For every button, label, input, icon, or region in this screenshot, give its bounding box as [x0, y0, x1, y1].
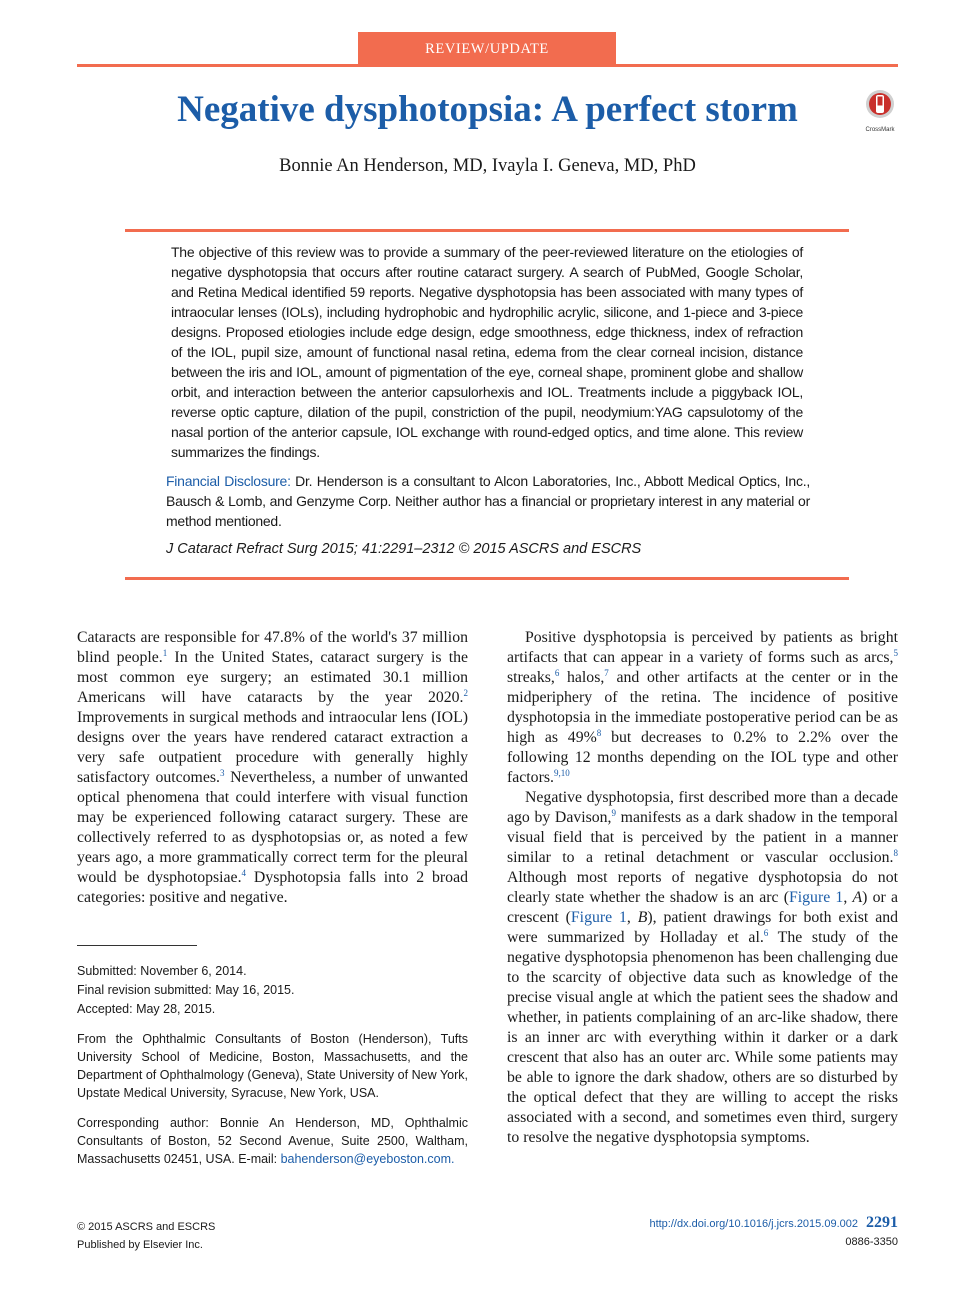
- crossmark-label: CrossMark: [865, 127, 895, 133]
- reference-link[interactable]: 8: [893, 848, 898, 858]
- issn: 0886-3350: [845, 1236, 898, 1248]
- figure-link[interactable]: Figure 1: [570, 909, 627, 926]
- reference-link[interactable]: 9,10: [553, 768, 570, 778]
- submitted-date: Submitted: November 6, 2014.: [77, 964, 247, 978]
- figure-panel-label: B: [637, 909, 648, 926]
- abstract-text: The objective of this review was to provide a summary of the peer-reviewed literature on the etiologies of negative dysphotopsia that occurs after routine cataract surgery. A search of PubMed, Google Scholar, and Retina Medical identified 59 reports. Negative dysphotopsia has been associated with many types of intraocular lenses (IOLs), including hydrophobic and hydrophilic acrylic, silicone, and 1-piece and 3-piece designs. Proposed etiologies include edge design, edge smoothness, edge thickness, index of refraction of the IOL, pupil size, amount of functional nasal retina, edema from the clear corneal incision, distance between the iris and IOL, amount of pigmentation of the eye, corneal shape, prominent globe and shallow orbit, and interaction between the anterior capsulorhexis and IOL. Treatments include a piggyback IOL, reverse optic capture, dilation of the pupil, constriction of the pupil, neodymium:YAG capsulotomy of the nasal portion of the anterior capsule, IOL exchange with round-edged optics, and time alone. This review summarizes the findings.: [171, 244, 803, 460]
- crossmark-icon[interactable]: [862, 88, 898, 133]
- affiliation-note: From the Ophthalmic Consultants of Boston (Henderson), Tufts University School of Medicine, Boston, Massachusetts, and the Department of Ophthalmology (Geneva), State University of New York, Upstate Medical University, Syracuse, New York, USA.: [77, 1032, 468, 1100]
- abstract-top-rule: [125, 229, 849, 232]
- footnote-rule: [77, 945, 197, 946]
- reference-link[interactable]: 2: [463, 688, 468, 698]
- body-paragraph: Positive dysphotopsia is perceived by patients as bright artifacts that can appear in a variety of forms such as arcs,$^5$ streaks,$^6$ halos,$^7$ and other artifacts at the center or in the midperiphery of the retina. The incidence of positive dysphotopsia in the immediate postoperative period can be as high as 49%$^8$ but decreases to 0.2% to 2.2% over the following 12 months depending on the IOL type and other factors.$^{9,10}$: [507, 629, 898, 786]
- article-dates: [77, 962, 294, 1019]
- figure-link[interactable]: Figure 1: [788, 889, 844, 906]
- copyright-notice: © 2015 ASCRS and ESCRS: [77, 1221, 216, 1233]
- reference-link[interactable]: 1: [162, 648, 168, 658]
- reference-link[interactable]: 6: [554, 668, 560, 678]
- reference-link[interactable]: 7: [604, 668, 609, 678]
- reference-link[interactable]: 4: [241, 868, 247, 878]
- body-paragraph: Cataracts are responsible for 47.8% of the world's 37 million blind people.$^1$ In the United States, cataract surgery is the most common eye surgery; an estimated 30.1 million Americans will have cataracts by the year 2020.$^2$ Improvements in surgical methods and intraocular lens (IOL) designs over the years have rendered cataract extraction a very safe outpatient procedure with generally highly satisfactory outcomes.$^3$ Nevertheless, a number of unwanted optical phenomena that could interfere with visual function may be experienced following cataract surgery. These are collectively referred to as dysphotopsias or, as noted a few years ago, a more grammatically correct term for the pleural would be dysphotopsiae.$^4$ Dysphotopsia falls into 2 broad categories: positive and negative.: [77, 629, 468, 906]
- section-label: REVIEW/UPDATE: [358, 32, 616, 65]
- reference-link[interactable]: 9: [611, 808, 617, 818]
- article-title: Negative dysphotopsia: A perfect storm: [177, 89, 798, 130]
- body-column-left: [77, 628, 468, 908]
- reference-link[interactable]: 3: [219, 768, 225, 778]
- journal-citation: J Cataract Refract Surg 2015; 41:2291–2312 © 2015 ASCRS and ESCRS: [166, 541, 642, 557]
- abstract-bottom-rule: [125, 577, 849, 580]
- figure-panel-label: A: [852, 889, 863, 906]
- disclosure-label: Financial Disclosure:: [166, 473, 291, 489]
- doi-link[interactable]: http://dx.doi.org/10.1016/j.jcrs.2015.09.002: [649, 1218, 858, 1230]
- reference-link[interactable]: 5: [893, 648, 898, 658]
- financial-disclosure: [166, 471, 810, 531]
- reference-link[interactable]: 6: [763, 928, 769, 938]
- body-paragraph: Negative dysphotopsia, first described more than a decade ago by Davison,$^9$ manifests as a dark shadow in the temporal visual field that is perceived by the patient in a manner similar to a retinal detachment or vascular occlusion.$^8$ Although most reports of negative dysphotopsia do not clearly state whether the shadow is an arc (Figure 1, A) or a crescent (Figure 1, B), patient drawings for both exist and were summarized by Holladay et al.$^6$ The study of the negative dysphotopsia phenomenon has been challenging due to the scarcity of objective data such as knowledge of the precise visual angle at which the patient sees the shadow and whether, in patients complaining of an arc-like shadow, there is an inner arc with everything within it darker or a dark crescent that also has an outer arc. While some patients may be able to ignore the dark shadow, others are so disturbed by the optical defect that they are willing to accept the risks associated with a second, and sometimes even third, surgery to resolve the negative dysphotopsia symptoms.: [507, 789, 898, 1146]
- email-link[interactable]: bahenderson@eyeboston.com.: [280, 1152, 455, 1166]
- author-list: Bonnie An Henderson, MD, Ivayla I. Geneva, MD, PhD: [279, 156, 696, 176]
- revision-date: Final revision submitted: May 16, 2015.: [77, 983, 295, 997]
- accepted-date: Accepted: May 28, 2015.: [77, 1002, 216, 1016]
- disclosure-text: Dr. Henderson is a consultant to Alcon Laboratories, Inc., Abbott Medical Optics, Inc., Bausch & Lomb, and Genzyme Corp. Neither author has a financial or proprietary interest in any material or method mentioned.: [166, 473, 810, 529]
- body-column-right: [507, 628, 898, 1148]
- header-rule: [77, 64, 898, 67]
- footer-right: [649, 1214, 898, 1251]
- footer-left: [77, 1218, 215, 1254]
- corresponding-author-note: Corresponding author: Bonnie An Henderson, MD, Ophthalmic Consultants of Boston, 52 Second Avenue, Suite 2500, Waltham, Massachusetts 02451, USA. E-mail: bahenderson@eyeboston.com.: [77, 1116, 468, 1166]
- reference-link[interactable]: 8: [596, 728, 602, 738]
- publisher-notice: Published by Elsevier Inc.: [77, 1239, 203, 1251]
- page-number: 2291: [866, 1214, 898, 1231]
